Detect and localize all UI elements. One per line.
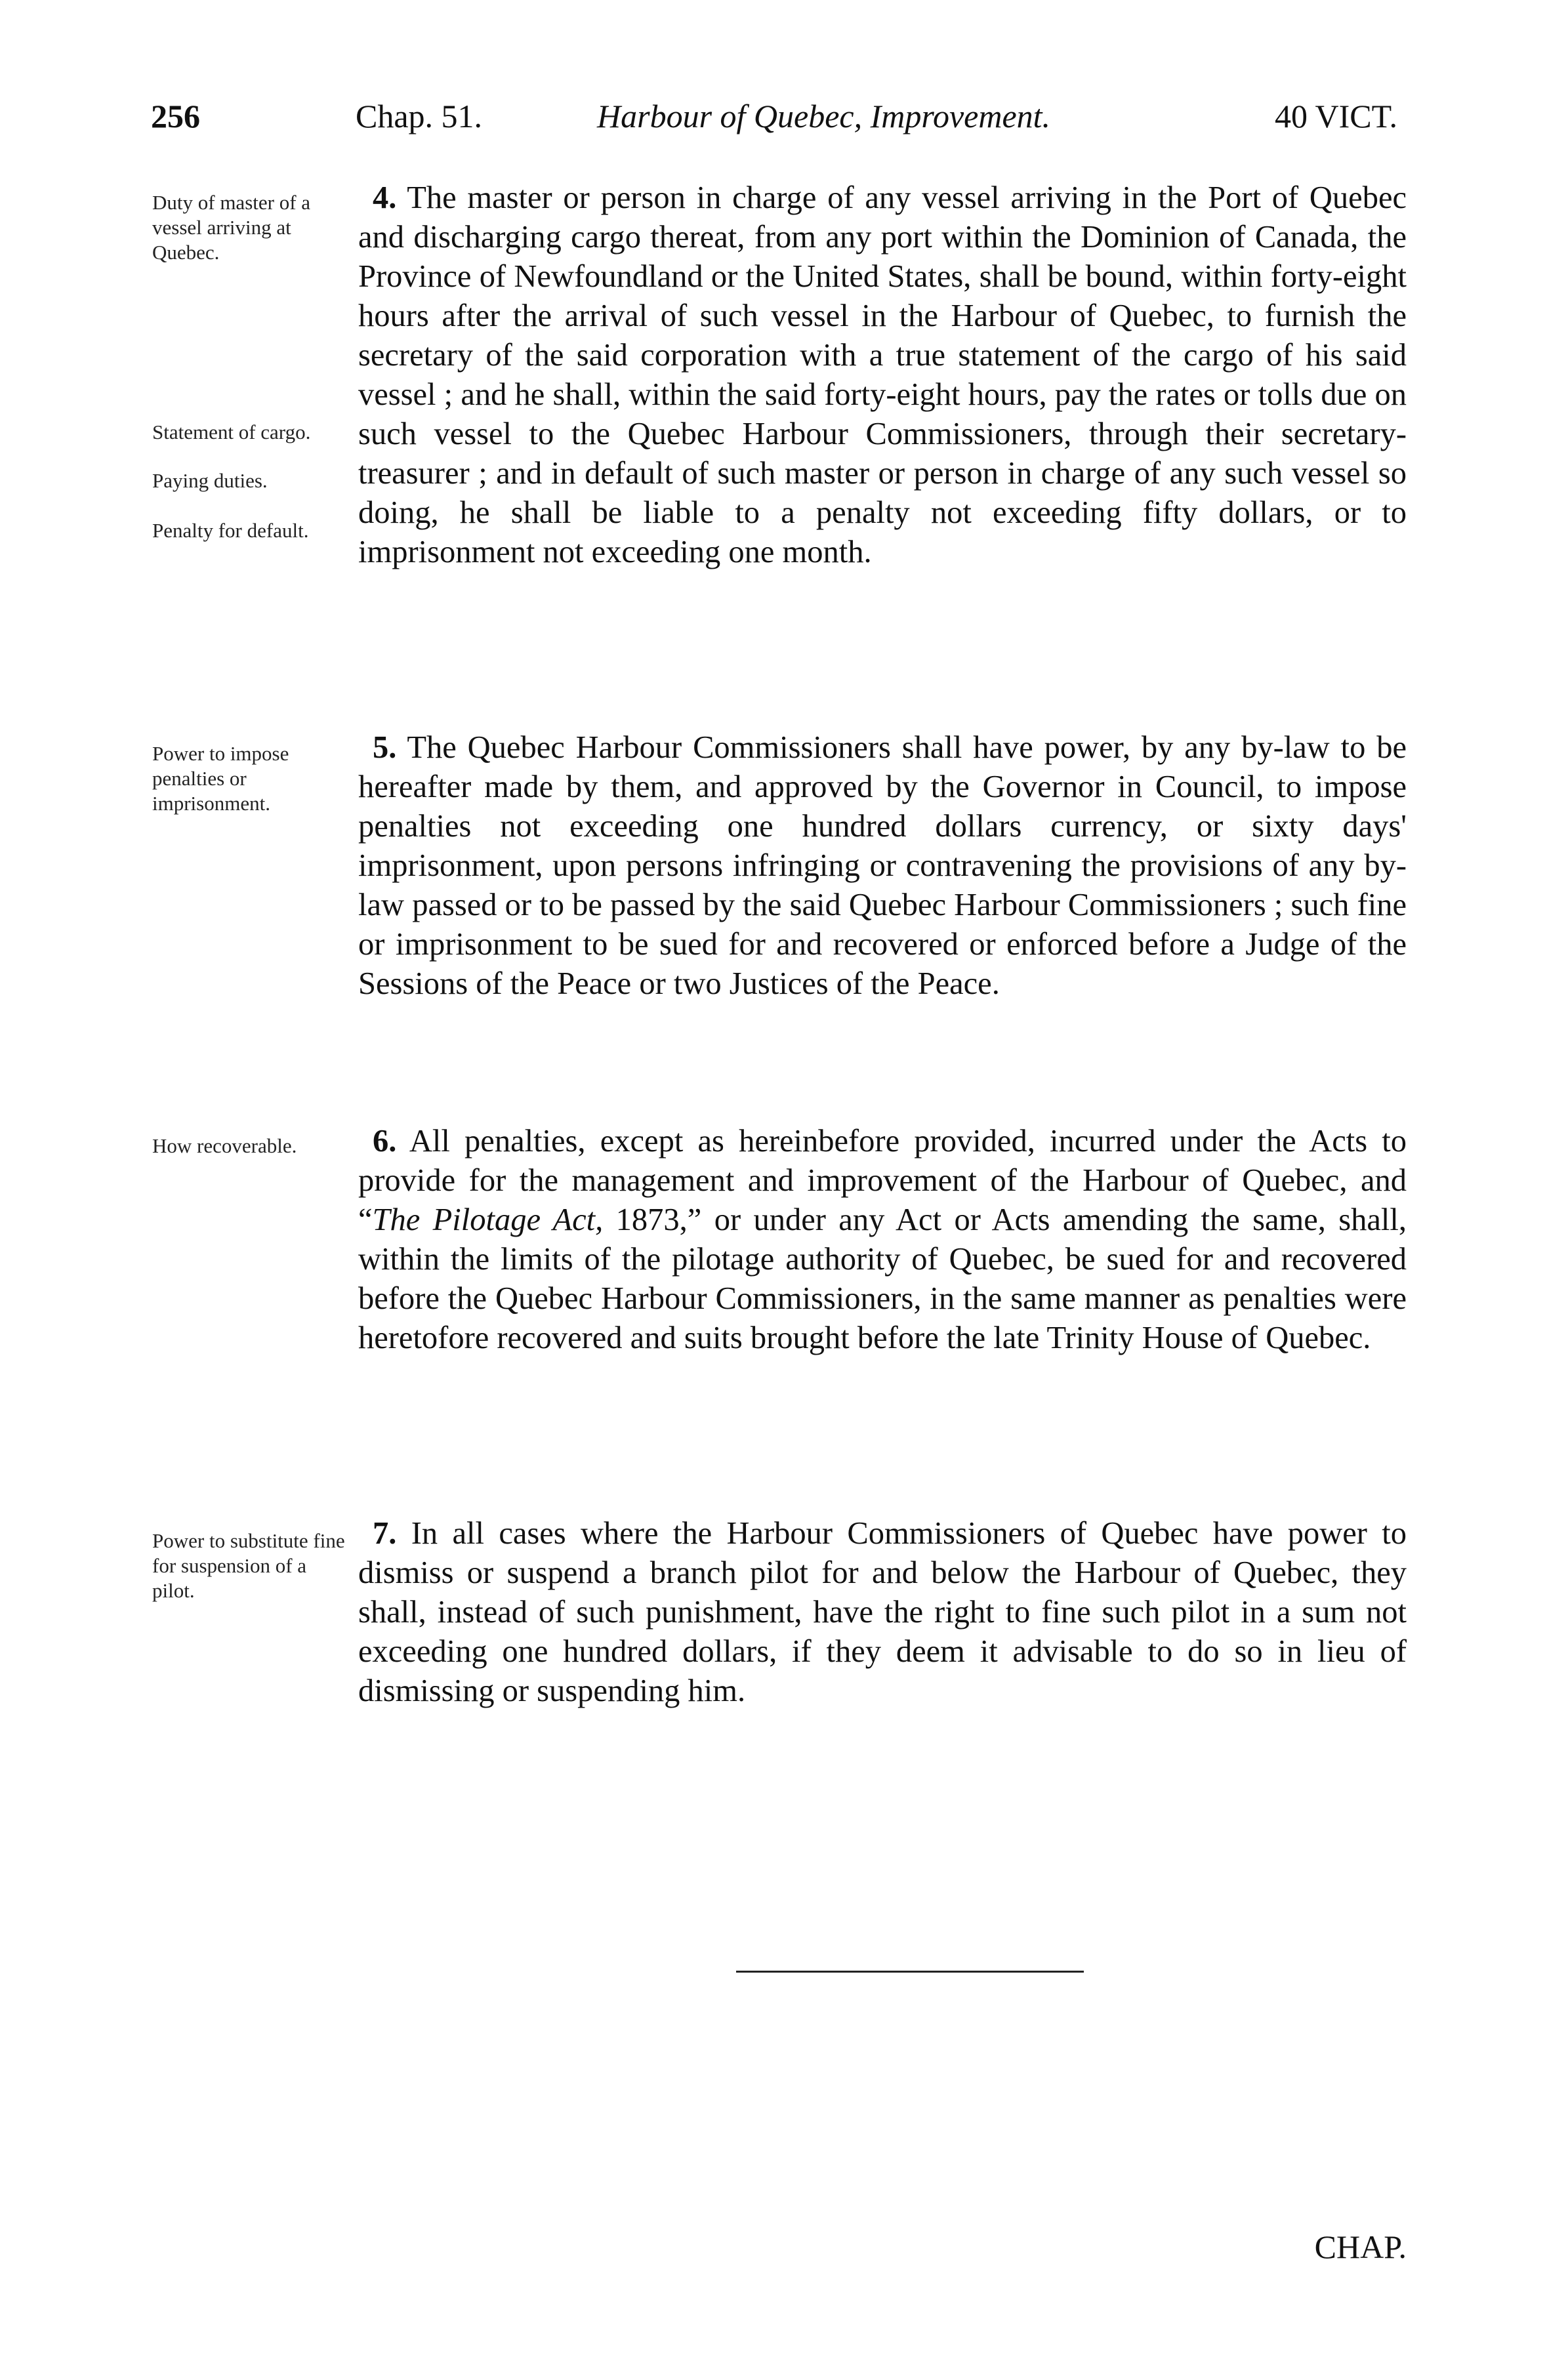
section-4 bbox=[358, 178, 1407, 572]
sidenote-power-to-substitute-fine: Power to substitute fine for suspension of a pilot. bbox=[152, 1529, 345, 1602]
sidenote-how-recoverable: How recoverable. bbox=[152, 1134, 297, 1157]
section-text: In all cases where the Harbour Commissioners of Quebec have power to dismiss or suspend a branch pilot for and below the Harbour of Quebec, they shall, instead of such punishment, have the right to fine such pilot in a sum not exceeding one hundred dollars, if they deem it advisable to do so in lieu of dismissing or suspending him. bbox=[358, 1516, 1407, 1708]
section-6 bbox=[358, 1122, 1407, 1358]
section-text-continued: 1873,” or under any Act or Acts amending the same, shall, within the limits of the pilotage authority of Quebec, be sued for and recovered before the Quebec Harbour Commissioners, in the same manner as penalties were heretofore recovered and suits brought before the late Trinity House of Quebec. bbox=[358, 1202, 1407, 1355]
section-number: 4. bbox=[373, 180, 397, 215]
page-number: 256 bbox=[151, 98, 200, 134]
section-number: 5. bbox=[373, 730, 397, 765]
section-text: All penalties, except as hereinbefore provided, incurred under the Acts to provide for the management and improvement of the Harbour of Quebec, and “ bbox=[358, 1124, 1407, 1237]
sidenote-duty-of-master: Duty of master of a vessel arriving at Quebec. bbox=[152, 191, 311, 264]
section-7 bbox=[358, 1514, 1407, 1711]
sidenote-penalty-for-default: Penalty for default. bbox=[152, 519, 309, 542]
section-text: The Quebec Harbour Commissioners shall have power, by any by-law to be hereafter made by them, and approved by the Governor in Council, to impose penalties not exceeding one hundred dollars currency, or sixty days' imprisonment, upon persons infringing or contravening the provisions of any by-law passed or to be passed by the said Quebec Harbour Commissioners ; such fine or imprisonment to be sued for and recovered or enforced before a Judge of the Sessions of the Peace or two Justices of the Peace. bbox=[358, 730, 1407, 1001]
act-title: The Pilotage Act, bbox=[372, 1202, 604, 1237]
sidenote-power-to-impose-penalties: Power to impose penalties or imprisonment. bbox=[152, 742, 289, 815]
section-5 bbox=[358, 728, 1407, 1004]
chapter-number: Chap. 51. bbox=[356, 98, 483, 134]
regnal-year: 40 VICT. bbox=[1274, 98, 1397, 134]
sidenote-paying-duties: Paying duties. bbox=[152, 469, 268, 492]
catchword: CHAP. bbox=[1314, 2228, 1407, 2265]
running-title: Harbour of Quebec, Improvement. bbox=[597, 98, 1051, 134]
section-text: The master or person in charge of any vessel arriving in the Port of Quebec and discharging cargo thereat, from any port within the Dominion of Canada, the Province of Newfoundland or the United States, shall be bound, within forty-eight hours after the arrival of such vessel in the Harbour of Quebec, to furnish the secretary of the said corporation with a true statement of the cargo of his said vessel ; and he shall, within the said forty-eight hours, pay the rates or tolls due on such vessel to the Quebec Harbour Commissioners, through their secretary-treasurer ; and in default of such master or person in charge of any such vessel so doing, he shall be liable to a penalty not exceeding fifty dollars, or to imprisonment not exceeding one month. bbox=[358, 180, 1407, 569]
section-divider-rule bbox=[736, 1971, 1084, 1973]
section-number: 6. bbox=[373, 1124, 397, 1159]
sidenote-statement-of-cargo: Statement of cargo. bbox=[152, 421, 311, 443]
running-head bbox=[151, 97, 1397, 143]
section-number: 7. bbox=[373, 1516, 397, 1551]
